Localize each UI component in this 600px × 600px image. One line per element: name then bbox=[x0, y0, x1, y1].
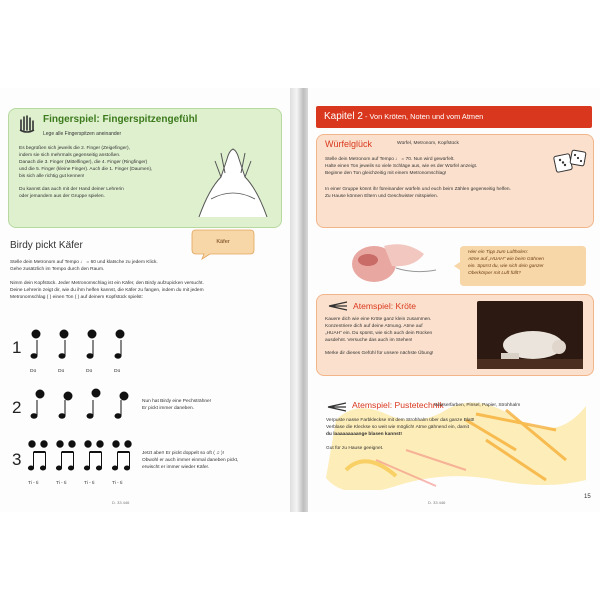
page-number: 15 bbox=[584, 494, 591, 500]
dice-game-line: Stelle dein Metronom auf Tempo ♩ = 70. Nun wird gewürfelt. bbox=[325, 157, 455, 162]
dice-game-line: Beginne den Ton gleichzeitig mit einem Metronomschlag! bbox=[325, 171, 447, 176]
right-page bbox=[308, 88, 600, 512]
syllable: Dü bbox=[58, 369, 65, 374]
finger-game-box bbox=[8, 108, 282, 228]
chapter-header bbox=[316, 106, 592, 128]
dice-game-line: Zu Hause können Eltern und Geschwister mitspielen. bbox=[325, 194, 439, 199]
blowing-line: Verblase die Kleckse so weit wie möglich! Atme gähnend ein, damit bbox=[326, 425, 469, 430]
quarter-notes-row bbox=[26, 326, 132, 366]
toad-note: Merke dir dieses Gefühl für unsere nächste Übung! bbox=[325, 351, 434, 356]
finger-game-line: bis sich alle richtig gut kennen! bbox=[19, 174, 85, 179]
toad-line: „HUAH“ ein. Du spürst, wie sich auch dein Rücken bbox=[325, 331, 433, 336]
finger-game-line: oder jemandem aus der Gruppe spielen. bbox=[19, 194, 105, 199]
syllable: Dü bbox=[86, 369, 93, 374]
birdy-body-line: Deine Lehrerin zeigt dir, wie du ihm helfen kannst, die Käfer zu fangen, indem du mit jedem bbox=[10, 288, 204, 293]
toad-breathing-box bbox=[316, 294, 594, 376]
book-spread bbox=[0, 88, 600, 512]
row-number: 3 bbox=[12, 450, 22, 469]
finger-game-line: indem sie sich mehrmals gegenseitig anstoßen. bbox=[19, 153, 121, 158]
eighth-notes-row bbox=[26, 436, 132, 476]
bubble-label: Käfer bbox=[216, 239, 230, 245]
toad-line: Kauere dich wie eine Kröte ganz klein zusammen. bbox=[325, 317, 432, 322]
touching-hands-illustration bbox=[191, 139, 275, 219]
chapter-title bbox=[324, 111, 483, 122]
chapter-number: Kapitel 2 bbox=[324, 111, 363, 122]
row-2-text: Er pickt immer daneben. bbox=[142, 406, 194, 411]
syllable: Ti - ti bbox=[28, 481, 39, 486]
finger-game-line: Es begrüßen sich jeweils die 2. Finger (Zeigefinger), bbox=[19, 146, 130, 151]
tip-line: Atme auf „HUAH“ wie beim Gähnen bbox=[468, 257, 544, 262]
toad-line: Konzentriere dich auf deine Atmung. Atme auf bbox=[325, 324, 423, 329]
tip-line: Hier ein Tipp zum Luftholen: bbox=[468, 250, 528, 255]
blowing-line: Verpuste nasse Farbkleckse mit dem Strohhalm über das ganze Blatt! bbox=[326, 418, 475, 423]
dice-game-materials: Würfel, Metronom, Kopfstück bbox=[397, 141, 459, 146]
row-number: 1 bbox=[12, 338, 22, 357]
syllable: Ti - ti bbox=[56, 481, 67, 486]
wind-icon bbox=[327, 301, 349, 311]
tip-line: Oberkörper mit Luft füllt? bbox=[468, 271, 521, 276]
left-page bbox=[0, 88, 290, 512]
dice-icon bbox=[553, 149, 587, 175]
dice-game-line: In einer Gruppe könnt ihr füreinander würfeln und euch beim Zählen gegenseitig helfen. bbox=[325, 187, 511, 192]
birdy-intro-line: Stelle dein Metronom auf Tempo ♩ = 60 und klatsche zu jedem Klick. bbox=[10, 260, 158, 265]
row-3-text: erwischt er immer wieder Käfer. bbox=[142, 465, 210, 470]
birdy-intro-line: Gehe zusätzlich im Tempo durch den Raum. bbox=[10, 267, 105, 272]
blowing-title: Atemspiel: Pustetechnik bbox=[352, 400, 444, 410]
yawning-figure-illustration bbox=[344, 234, 440, 290]
blowing-technique-box bbox=[316, 390, 592, 490]
wind-icon bbox=[326, 402, 348, 412]
blowing-materials: Wasserfarben, Pinsel, Papier, Strohhalm bbox=[434, 403, 521, 408]
chapter-subtitle: - Von Kröten, Noten und vom Atmen bbox=[362, 112, 484, 121]
syllable: Ti - ti bbox=[112, 481, 123, 486]
birdy-title: Birdy pickt Käfer bbox=[10, 240, 83, 251]
finger-game-line: und die 5. Finger (kleine Finger). Auch die 1. Finger (Daumen), bbox=[19, 167, 153, 172]
finger-game-subtitle: Lege alle Fingerspitzen aneinander bbox=[43, 131, 122, 137]
crouching-person-photo bbox=[477, 301, 583, 369]
quarter-notes-row-missed bbox=[26, 386, 132, 426]
row-3-text: Obwohl er auch immer einmal daneben pickt, bbox=[142, 458, 239, 463]
birdy-body-line: Nimm dein Kopfstück. Jeder Metronomschlag ist ein Käfer, den Birdy aufzupicken versucht. bbox=[10, 281, 204, 286]
folio-right: D. 33 446 bbox=[428, 500, 446, 505]
syllable: Dü bbox=[114, 369, 121, 374]
dice-game-box bbox=[316, 134, 594, 228]
crouching-person-figure bbox=[477, 301, 583, 369]
toad-line: ausdehnt. Versuche das auch im Stehen! bbox=[325, 338, 413, 343]
row-number: 2 bbox=[12, 398, 22, 417]
row-2-text: Nun hat Birdy eine Pechsträhne! bbox=[142, 399, 212, 404]
hand-fingers-icon bbox=[17, 114, 37, 134]
toad-title: Atemspiel: Kröte bbox=[353, 301, 417, 311]
finger-game-title: Fingerspiel: Fingerspitzengefühl bbox=[43, 114, 198, 125]
blowing-note: Gut für zu Hause geeignet. bbox=[326, 446, 384, 451]
finger-game-line: Danach die 3. Finger (Mittelfinger), die 4. Finger (Ringfinger) bbox=[19, 160, 148, 165]
row-3-text: Jetzt aber! Er pickt doppelt so oft ( ♫ )! bbox=[142, 451, 224, 456]
finger-game-line: Du kannst das auch mit der Hand deiner Lehrerin bbox=[19, 187, 124, 192]
syllable: Dü bbox=[30, 369, 37, 374]
tip-line: ein. Spürst du, wie sich dein ganzer bbox=[468, 264, 544, 269]
dice-game-line: Halte einen Ton jeweils so viele Schläge aus, wie es der Würfel anzeigt. bbox=[325, 164, 478, 169]
birdy-body-line: Metronomschlag ( ) einen Ton ( ) auf deinem Kopfstück spielst: bbox=[10, 295, 143, 300]
blowing-line: du laaaaaaaaange blasen kannst! bbox=[326, 432, 402, 437]
syllable: Ti - ti bbox=[84, 481, 95, 486]
dice-game-title: Würfelglück bbox=[325, 139, 373, 149]
folio-left: D. 33 446 bbox=[112, 500, 130, 505]
